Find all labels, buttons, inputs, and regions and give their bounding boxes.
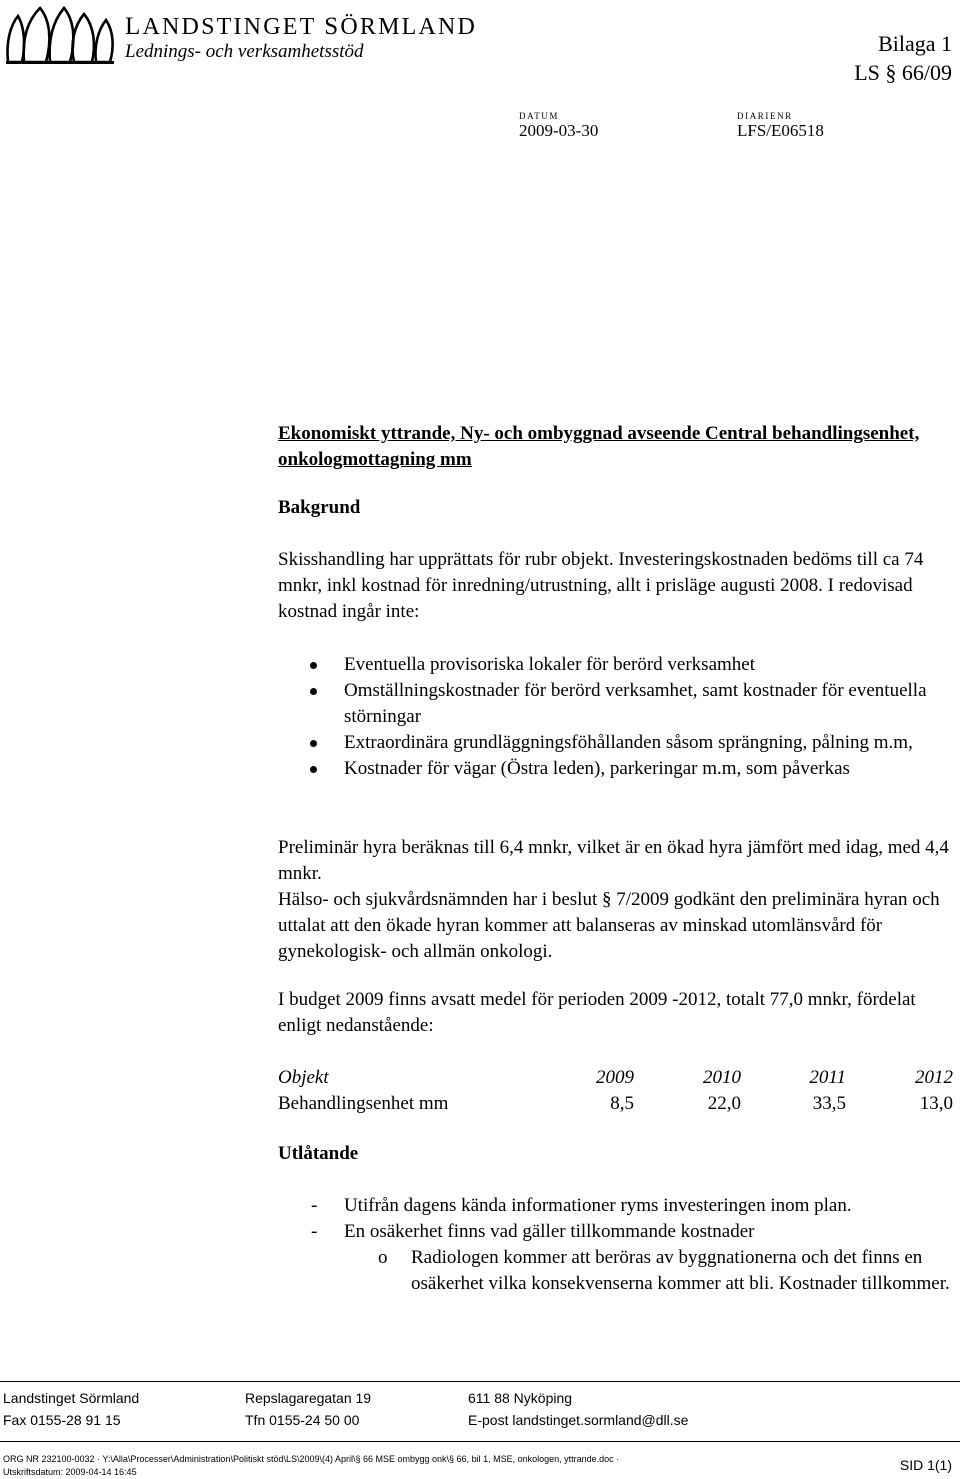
document-title: Ekonomiskt yttrande, Ny- och ombyggnad avseende Central behandlingsenhet, onkologmottagning mm	[278, 423, 920, 470]
table-header: 2009	[596, 1067, 634, 1088]
footer-phone: Tfn 0155-24 50 00	[245, 1412, 360, 1428]
dash-marker: -	[311, 1195, 318, 1216]
table-header: 2011	[809, 1067, 846, 1088]
table-cell: 22,0	[707, 1093, 741, 1114]
table-cell: 8,5	[610, 1093, 634, 1114]
bullet-icon	[310, 662, 317, 669]
table-cell: 13,0	[919, 1093, 953, 1114]
paragraph-board-decision: Hälso- och sjukvårdsnämnden har i beslut § 7/2009 godkänt den preliminära hyran och uttalat att den ökade hyran kommer att balanseras av minskad utomlänsvård för gynekologisk- och allmän onkologi.	[278, 889, 940, 962]
date-label: DATUM	[519, 111, 560, 121]
footer-fax: Fax 0155-28 91 15	[3, 1412, 121, 1428]
organization-name: LANDSTINGET SÖRMLAND	[125, 13, 478, 40]
bullet-icon	[310, 688, 317, 695]
table-header-row	[278, 1065, 953, 1091]
page-number: SID 1(1)	[899, 1457, 952, 1473]
table-header: 2012	[915, 1067, 953, 1088]
table-cell: Behandlingsenhet mm	[278, 1093, 449, 1114]
footer-street: Repslagaregatan 19	[245, 1390, 372, 1406]
footer-file-path: ORG NR 232100-0032 · Y:\Alla\Processer\Administration\Politiskt stöd\LS\2009\(4) April\§ 66 MSE ombygg onk\§ 66, bil 1, MSE, onkologen, yttrande.doc ·	[3, 1454, 620, 1464]
bullet-item: Eventuella provisoriska lokaler för berörd verksamhet	[278, 652, 958, 678]
registry-number-value: LFS/E06518	[737, 121, 824, 140]
bullet-item: Extraordinära grundläggningsföhållanden såsom sprängning, pålning m.m,	[278, 730, 958, 756]
table-header: 2010	[703, 1067, 741, 1088]
appendix-label: Bilaga 1	[878, 31, 952, 56]
table-cell: 33,5	[812, 1093, 846, 1114]
budget-table	[278, 1065, 953, 1117]
list-item: - En osäkerhet finns vad gäller tillkommande kostnader	[278, 1219, 958, 1245]
dash-marker: -	[311, 1221, 318, 1242]
paragraph-budget: I budget 2009 finns avsatt medel för perioden 2009 -2012, totalt 77,0 mnkr, fördelat enligt nedanstående:	[278, 989, 916, 1036]
paragraph-rent: Preliminär hyra beräknas till 6,4 mnkr, vilket är en ökad hyra jämfört med idag, med 4,4 mnkr.	[278, 837, 949, 884]
registry-number-label: DIARIENR	[737, 111, 793, 121]
heading-statement: Utlåtande	[278, 1143, 359, 1164]
footer-print-date: Utskriftsdatum: 2009-04-14 16:45	[3, 1467, 137, 1477]
exclusions-bullet-list	[278, 652, 958, 782]
footer-email: E-post landstinget.sormland@dll.se	[468, 1412, 689, 1428]
table-header: Objekt	[278, 1067, 329, 1088]
table-row	[278, 1091, 953, 1117]
paragraph-background: Skisshandling har upprättats för rubr objekt. Investeringskostnaden bedöms till ca 74 mnkr, inkl kostnad för inredning/utrustning, allt i prisläge augusti 2008. I redovisad kostnad ingår inte:	[278, 549, 924, 622]
landstinget-logo-icon	[4, 4, 116, 66]
organization-department: Lednings- och verksamhetsstöd	[125, 41, 364, 62]
footer-divider	[0, 1381, 960, 1382]
footer-city: 611 88 Nyköping	[468, 1390, 573, 1406]
heading-background: Bakgrund	[278, 497, 361, 518]
bullet-item: Omställningskostnader för berörd verksamhet, samt kostnader för eventuella störningar	[278, 678, 958, 730]
case-reference: LS § 66/09	[854, 60, 952, 85]
footer-organization: Landstinget Sörmland	[3, 1390, 140, 1406]
statement-list	[278, 1193, 958, 1297]
circle-marker: o	[378, 1247, 388, 1268]
sub-list-item: o Radiologen kommer att beröras av byggnationerna och det finns en osäkerhet vilka konsekvenserna kommer att bli. Kostnader tillkommer.	[378, 1247, 950, 1294]
bullet-icon	[310, 766, 317, 773]
bullet-item: Kostnader för vägar (Östra leden), parkeringar m.m, som påverkas	[278, 756, 958, 782]
footer-divider-secondary	[0, 1441, 960, 1442]
bullet-icon	[310, 740, 317, 747]
date-value: 2009-03-30	[519, 121, 599, 140]
list-item: - Utifrån dagens kända informationer ryms investeringen inom plan.	[278, 1193, 958, 1219]
